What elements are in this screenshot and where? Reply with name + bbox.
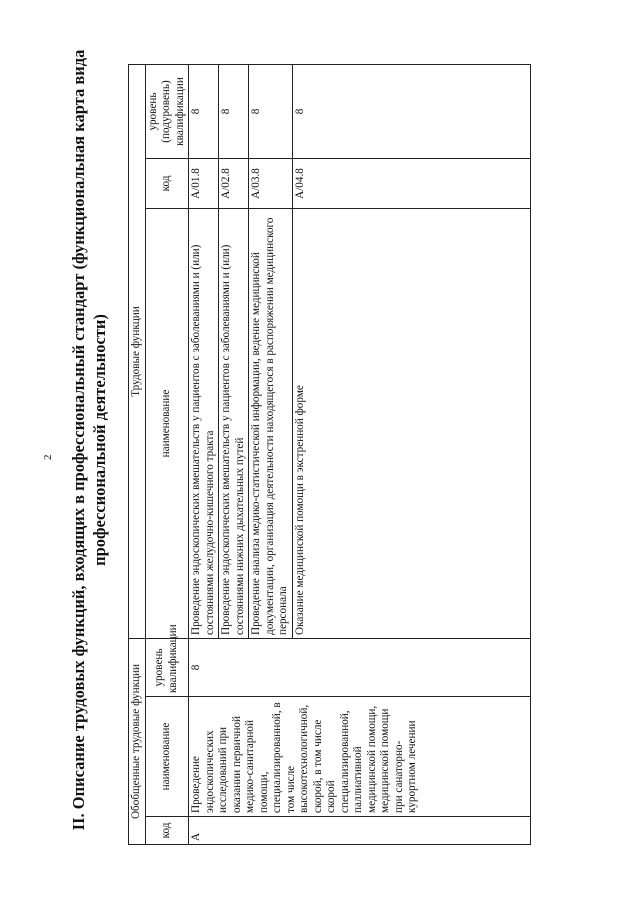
gen-name-cell: Проведение эндоскопических исследований при оказании первичной медико-санитарной помощи, специализированной, в том числе высокотехнологичной, скорой, в том числе скорой специализированной, паллиативной медицинской помощи, медицинской помощи при санаторно-курортном лечении (189, 697, 531, 817)
title-line-2: профессиональной деятельности) (90, 314, 109, 566)
tf-code-cell: A/04.8 (292, 159, 530, 209)
tf-code-cell: A/01.8 (189, 159, 219, 209)
table-row (189, 65, 219, 845)
tf-code-cell: A/03.8 (249, 159, 293, 209)
title-line-1: II. Описание трудовых функций, входящих в профессиональный стандарт (функциональная карта вида (69, 49, 88, 831)
header-generalized: Обобщенные трудовые функции (129, 639, 146, 845)
tf-name-cell: Проведение анализа медико-статистической информации, ведение медицинской документации, организация деятельности находящегося в распоряжении медицинского персонала (249, 209, 293, 639)
tf-name-cell: Проведение эндоскопических вмешательств у пациентов с заболеваниями и (или) состояниями желудочно-кишечного тракта (189, 209, 219, 639)
header-gen-code: код (145, 817, 189, 845)
tf-level-cell: 8 (219, 65, 249, 159)
tf-level-cell: 8 (249, 65, 293, 159)
functional-map-table (128, 64, 531, 845)
tf-level-cell: 8 (292, 65, 530, 159)
header-row-2 (145, 65, 189, 845)
tf-name-cell: Проведение эндоскопических вмешательств у пациентов с заболеваниями и (или) состояниями нижних дыхательных путей (219, 209, 249, 639)
tf-name-cell: Оказание медицинской помощи в экстренной форме (292, 209, 530, 639)
tf-level-cell: 8 (189, 65, 219, 159)
header-labor: Трудовые функции (129, 65, 146, 639)
header-tf-code: код (145, 159, 189, 209)
header-gen-name: наименование (145, 697, 189, 817)
header-tf-name: наименование (145, 209, 189, 639)
section-title (68, 45, 110, 835)
page-number: 2 (42, 454, 54, 460)
header-tf-level: уровень (подуровень) квалификации (145, 65, 189, 159)
header-row-1 (129, 65, 146, 845)
header-gen-level: уровень квалификации (145, 639, 189, 697)
tf-code-cell: A/02.8 (219, 159, 249, 209)
gen-level-cell: 8 (189, 639, 531, 697)
gen-code-cell: A (189, 817, 531, 845)
